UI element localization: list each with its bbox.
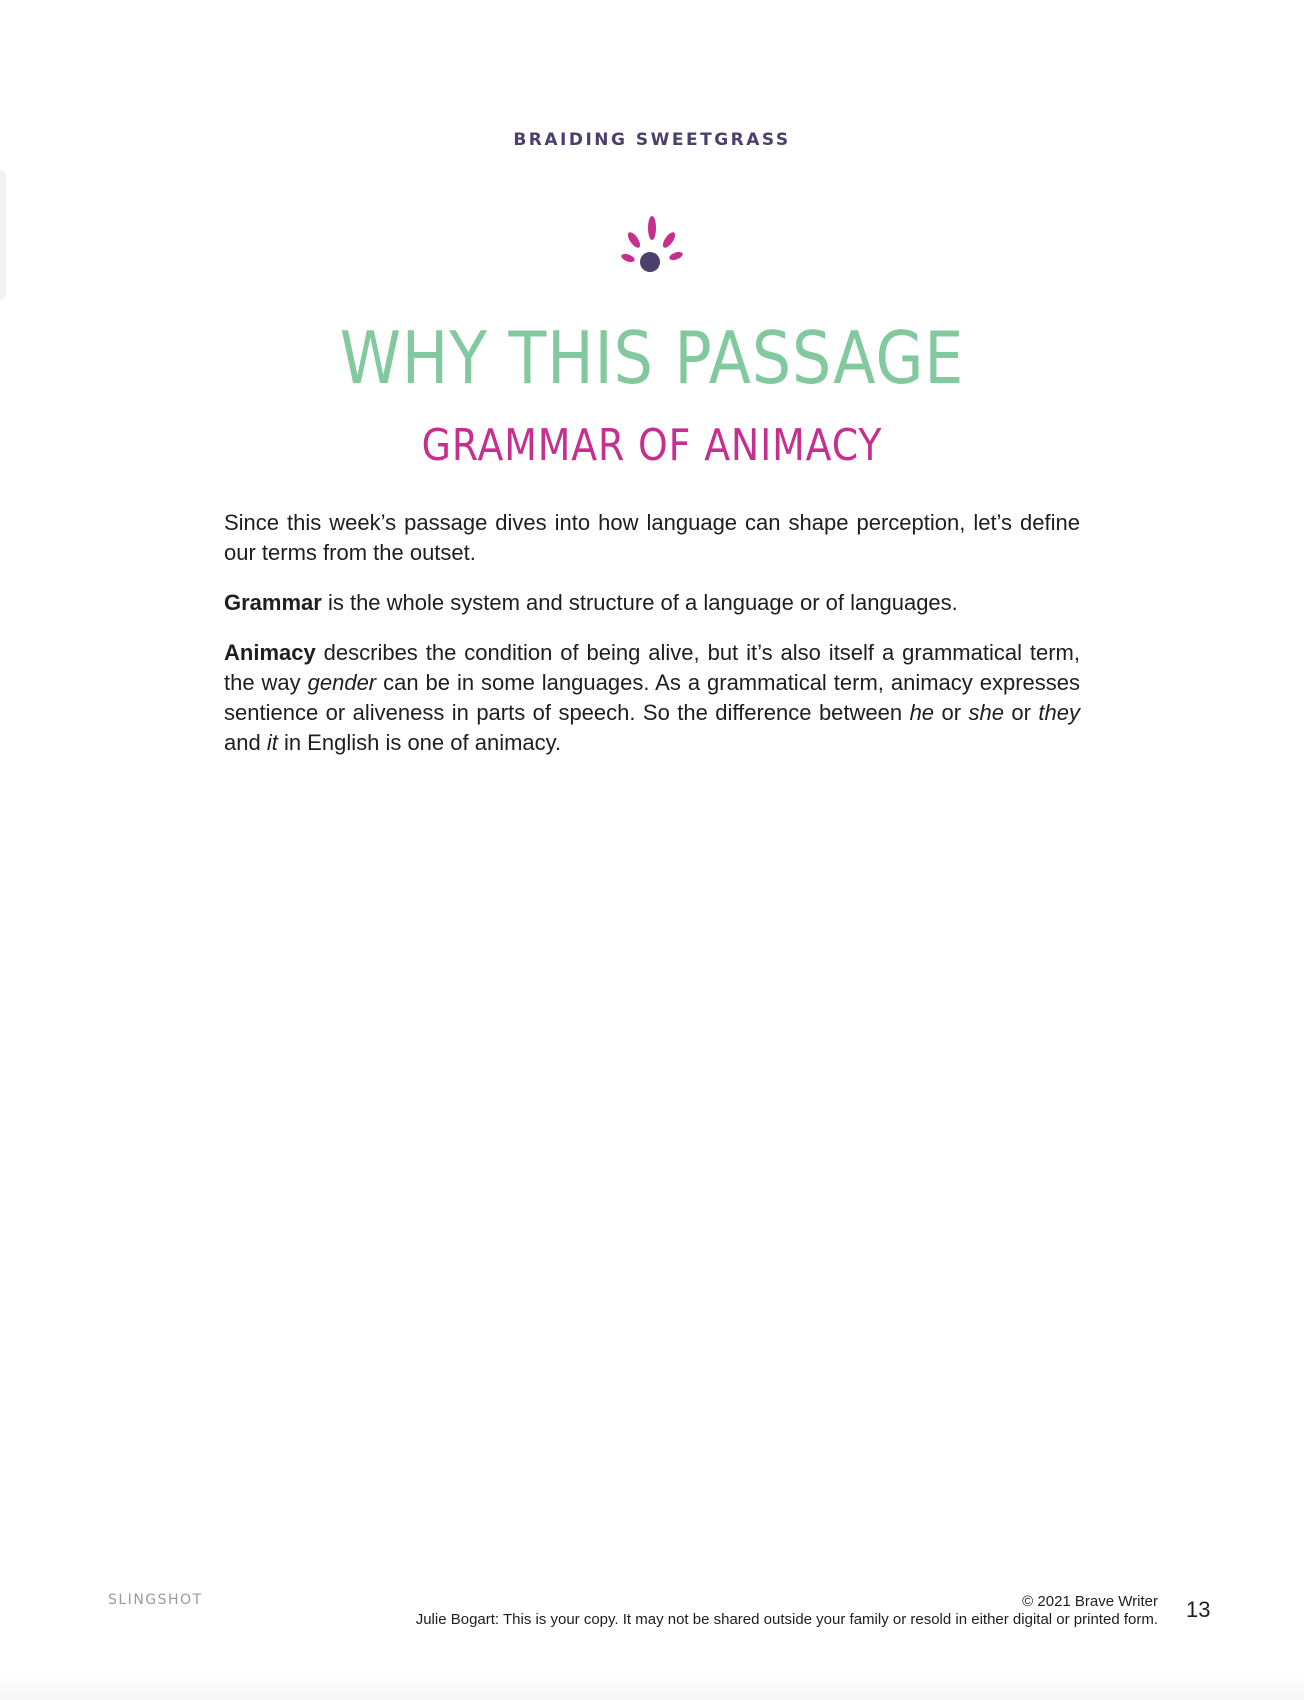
italic-run: they [1038,700,1080,725]
italic-run: gender [307,670,377,695]
page-number: 13 [1186,1597,1211,1622]
copyright-text: © 2021 Brave Writer [1022,1593,1158,1610]
italic-run: it [266,730,278,755]
page-edge-shadow [0,170,6,300]
body-text [224,508,1080,778]
definition-grammar: is the whole system and structure of a language or of languages. [321,590,958,615]
text-run: or [934,700,969,725]
italic-run: she [968,700,1004,725]
italic-run: he [909,700,935,725]
paragraph-intro: Since this week’s passage dives into how language can shape perception, let’s define our terms from the outset. [224,510,1080,565]
footer-legal [416,1593,1158,1629]
paragraph-animacy [224,638,1080,758]
paragraph-grammar [224,588,1080,618]
text-run: can be in some languages. As a grammatical term, animacy expresses sentience or aliveness in parts of speech. So the difference between [224,670,1080,725]
footer-brand-logo: SLINGSHOT [108,1592,203,1608]
running-header: BRAIDING SWEETGRASS [513,130,791,150]
bottom-edge [0,1672,1304,1700]
term-grammar: Grammar [224,590,322,615]
license-notice: Julie Bogart: This is your copy. It may not be shared outside your family or resold in either digital or printed form. [415,1611,1158,1628]
flower-burst-icon [612,216,692,288]
page-title: WHY THIS PASSAGE [339,316,965,400]
text-run: and [224,730,267,755]
term-animacy: Animacy [224,640,316,665]
text-run: or [1003,700,1039,725]
page-subtitle: GRAMMAR OF ANIMACY [421,420,883,471]
text-run: in English is one of animacy. [277,730,562,755]
text-run: describes the condition of being alive, but it’s also itself a grammatical term, the way [224,640,1080,695]
